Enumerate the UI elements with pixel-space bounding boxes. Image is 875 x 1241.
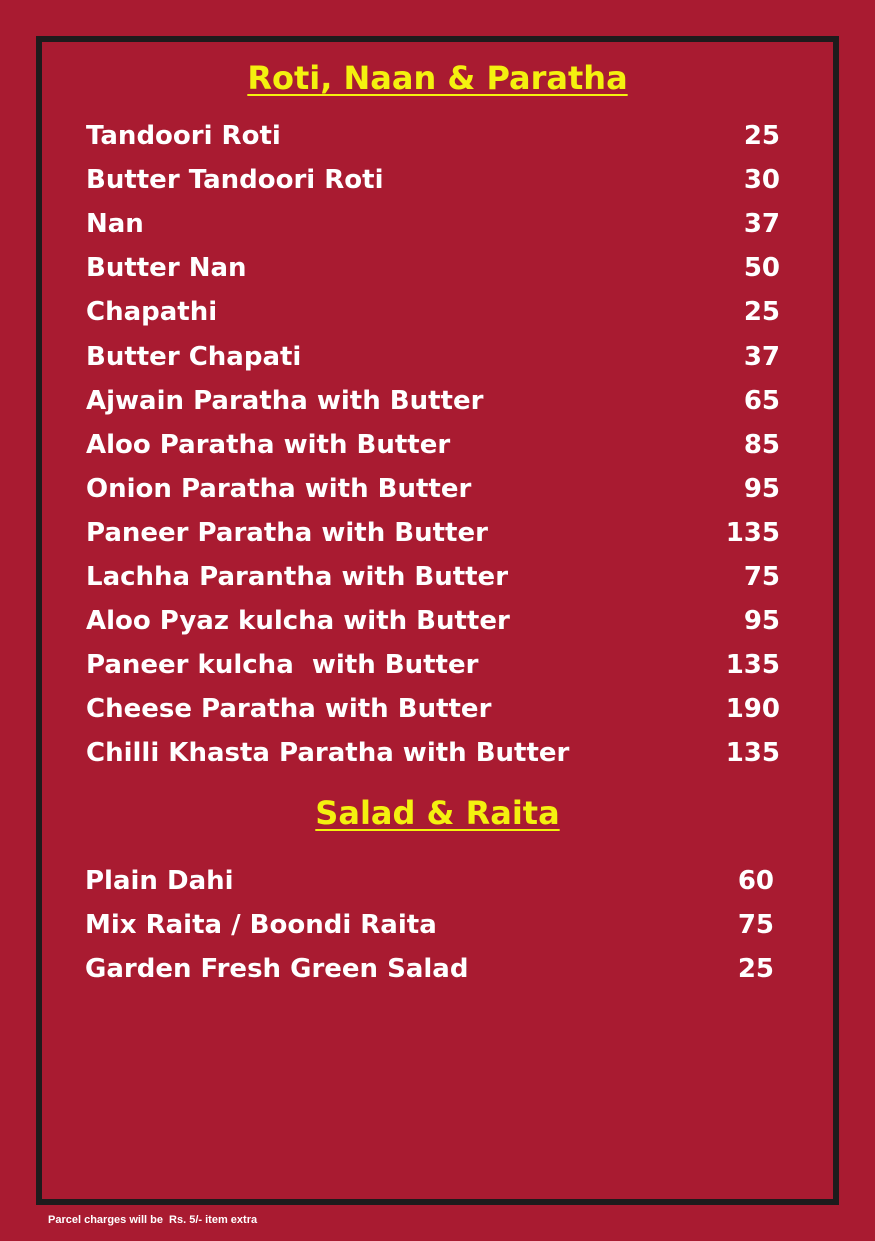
menu-item-price: 135 (725, 738, 780, 769)
menu-item-name: Butter Tandoori Roti (86, 165, 384, 196)
menu-item-row (86, 599, 780, 643)
menu-item-row (86, 114, 780, 158)
menu-item-name: Tandoori Roti (86, 121, 281, 152)
menu-item-row (86, 643, 780, 687)
menu-item-name: Onion Paratha with Butter (86, 473, 472, 504)
menu-item-price: 25 (743, 121, 780, 152)
menu-list-salad-raita (85, 859, 774, 991)
menu-item-price: 50 (743, 253, 780, 284)
menu-item-row (85, 859, 774, 903)
menu-item-name: Paneer kulcha with Butter (86, 650, 479, 681)
menu-item-name: Aloo Paratha with Butter (86, 429, 451, 460)
menu-item-price: 135 (725, 650, 780, 681)
menu-item-row (86, 334, 780, 378)
menu-item-price: 30 (743, 165, 780, 196)
menu-item-price: 25 (737, 954, 774, 985)
menu-item-name: Lachha Parantha with Butter (86, 561, 509, 592)
menu-item-price: 37 (743, 209, 780, 240)
menu-item-row (86, 731, 780, 775)
menu-item-row (86, 423, 780, 467)
menu-list-roti-naan-paratha (86, 114, 780, 775)
menu-item-price: 135 (725, 517, 780, 548)
menu-item-row (86, 158, 780, 202)
menu-item-price: 95 (743, 606, 780, 637)
menu-item-name: Chilli Khasta Paratha with Butter (86, 738, 570, 769)
menu-item-row (86, 467, 780, 511)
menu-item-price: 85 (743, 429, 780, 460)
menu-item-name: Aloo Pyaz kulcha with Butter (86, 606, 510, 637)
section-title-salad-raita: Salad & Raita (315, 794, 560, 832)
menu-item-name: Butter Nan (86, 253, 247, 284)
menu-item-price: 95 (743, 473, 780, 504)
menu-item-row (86, 687, 780, 731)
menu-item-price: 190 (725, 694, 780, 725)
menu-item-price: 60 (737, 866, 774, 897)
menu-item-price: 75 (743, 561, 780, 592)
menu-item-name: Plain Dahi (85, 866, 234, 897)
menu-item-name: Ajwain Paratha with Butter (86, 385, 484, 416)
menu-item-row (85, 947, 774, 991)
menu-item-row (85, 903, 774, 947)
menu-item-row (86, 511, 780, 555)
menu-item-name: Paneer Paratha with Butter (86, 517, 488, 548)
menu-item-name: Mix Raita / Boondi Raita (85, 910, 437, 941)
menu-item-name: Garden Fresh Green Salad (85, 954, 469, 985)
menu-item-row (86, 290, 780, 334)
menu-item-price: 25 (743, 297, 780, 328)
menu-item-price: 65 (743, 385, 780, 416)
parcel-charges-note: Parcel charges will be Rs. 5/- item extra (48, 1214, 258, 1226)
menu-item-row (86, 555, 780, 599)
section-title-roti-naan-paratha: Roti, Naan & Paratha (247, 59, 628, 97)
menu-item-price: 37 (743, 341, 780, 372)
menu-item-name: Cheese Paratha with Butter (86, 694, 492, 725)
menu-item-row (86, 202, 780, 246)
menu-item-row (86, 379, 780, 423)
menu-item-row (86, 246, 780, 290)
menu-item-name: Butter Chapati (86, 341, 302, 372)
menu-item-name: Chapathi (86, 297, 218, 328)
menu-item-price: 75 (737, 910, 774, 941)
menu-item-name: Nan (86, 209, 144, 240)
